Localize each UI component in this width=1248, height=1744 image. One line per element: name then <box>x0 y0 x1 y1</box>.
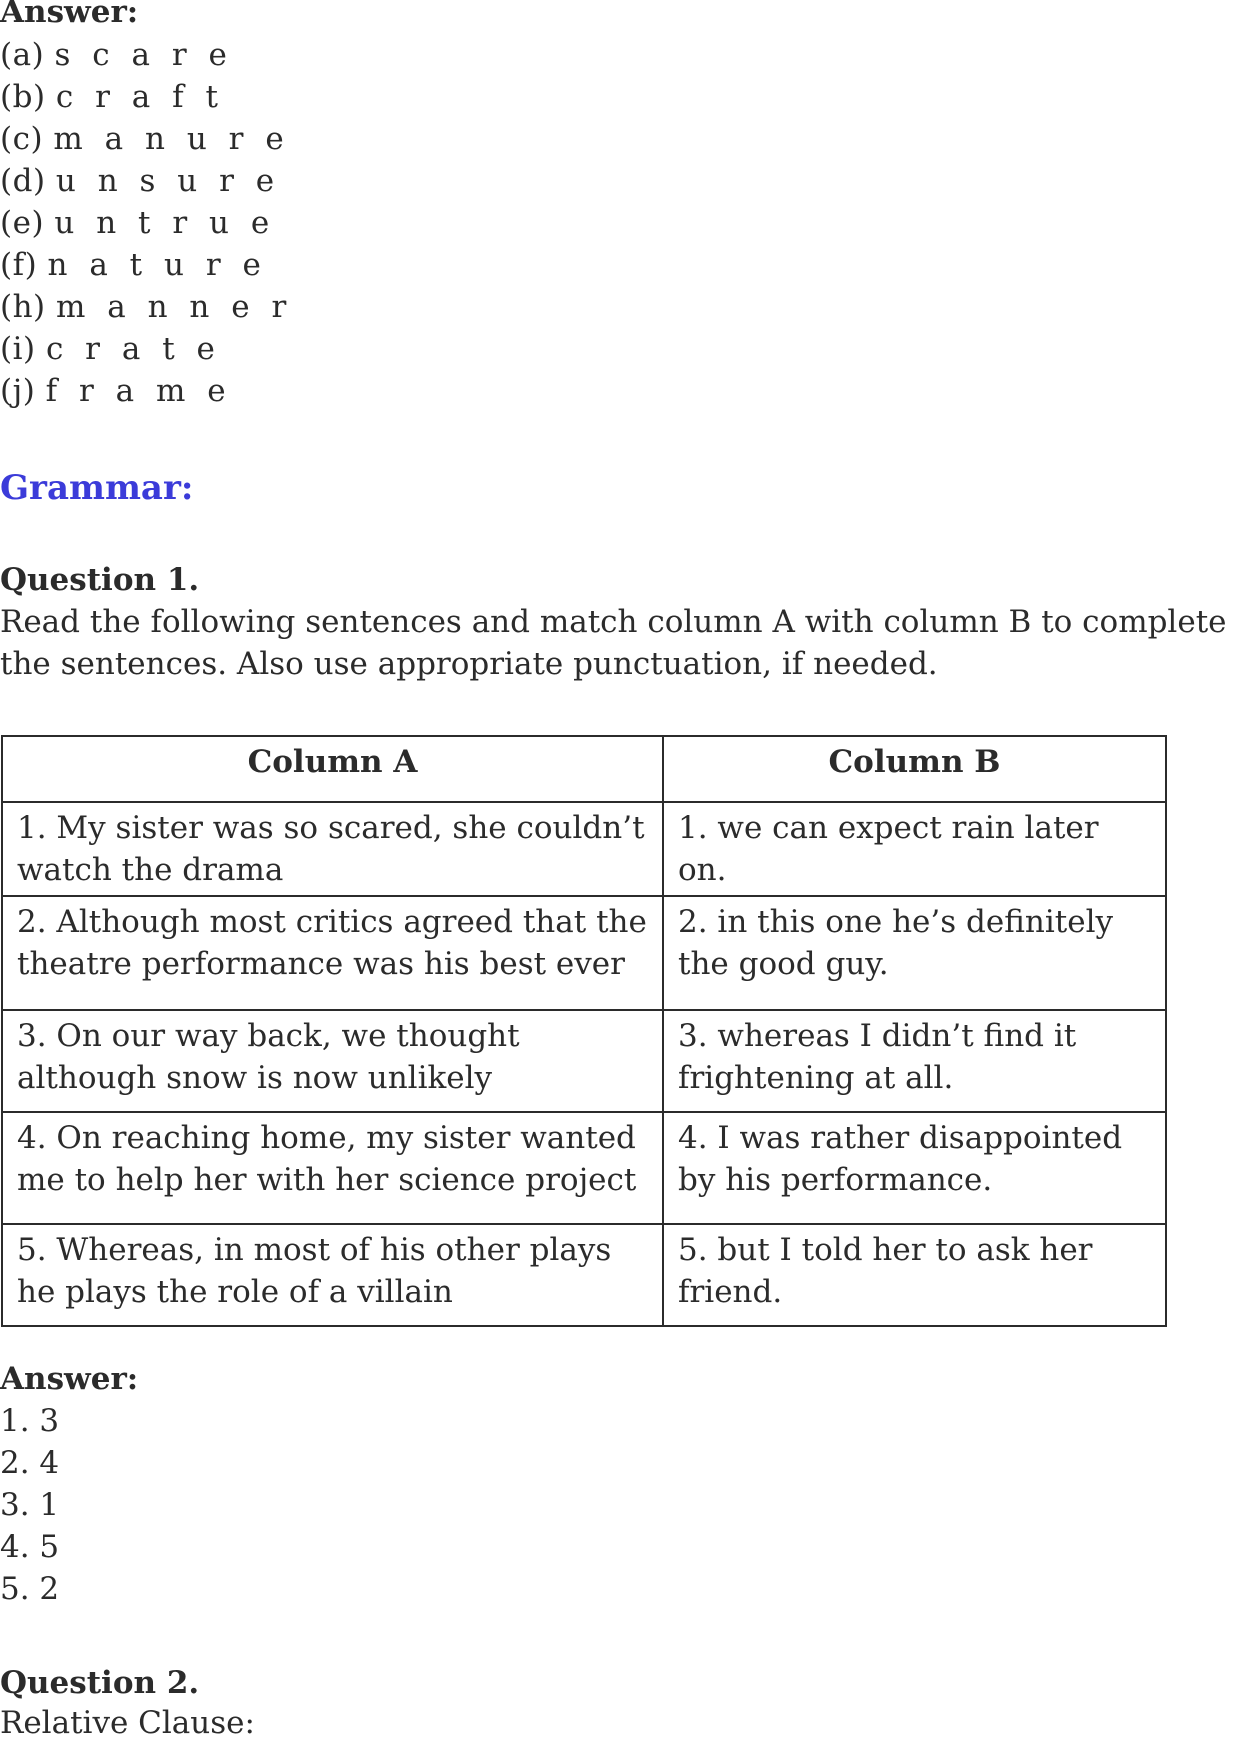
column-b-cell: 1. we can expect rain later on. <box>663 802 1166 896</box>
answer-item: (a) s c a r e <box>0 37 233 73</box>
column-b-cell: 5. but I told her to ask her friend. <box>663 1224 1166 1326</box>
question-2-title: Question 2. <box>0 1665 200 1701</box>
answer-2-list <box>0 1400 59 1610</box>
table-row <box>2 1224 1166 1326</box>
table-row <box>2 802 1166 896</box>
list-item: 5. 2 <box>0 1571 60 1607</box>
relative-clause-label: Relative Clause: <box>0 1705 255 1741</box>
answer-item: (i) c r a t e <box>0 331 221 367</box>
column-a-cell: 1. My sister was so scared, she couldn’t watch the drama <box>2 802 663 896</box>
answer-heading: Answer: <box>0 0 139 30</box>
matching-table <box>1 735 1167 1327</box>
question-1-instruction: Read the following sentences and match column A with column B to complete the sentences. Also use appropriate punctuation, if needed. <box>0 604 1227 682</box>
answer-2-heading: Answer: <box>0 1361 139 1397</box>
list-item: 3. 1 <box>0 1487 60 1523</box>
list-item: 1. 3 <box>0 1403 60 1439</box>
answer-item: (f) n a t u r e <box>0 247 267 283</box>
table-row <box>2 1010 1166 1112</box>
grammar-heading: Grammar: <box>0 468 194 508</box>
table-row <box>2 1112 1166 1224</box>
column-a-cell: 4. On reaching home, my sister wanted me to help her with her science project <box>2 1112 663 1224</box>
answer-item: (j) f r a m e <box>0 373 232 409</box>
answer-item: (e) u n t r u e <box>0 205 276 241</box>
table-row <box>2 896 1166 1010</box>
table-header-row <box>2 736 1166 802</box>
column-a-header: Column A <box>2 736 663 802</box>
column-a-cell: 5. Whereas, in most of his other plays he plays the role of a villain <box>2 1224 663 1326</box>
column-a-cell: 2. Although most critics agreed that the theatre performance was his best ever <box>2 896 663 1010</box>
answer-item: (h) m a n n e r <box>0 289 293 325</box>
answer-list <box>0 34 292 412</box>
column-a-cell: 3. On our way back, we thought although snow is now unlikely <box>2 1010 663 1112</box>
column-b-cell: 2. in this one he’s definitely the good guy. <box>663 896 1166 1010</box>
list-item: 2. 4 <box>0 1445 60 1481</box>
question-1-title: Question 1. <box>0 562 200 598</box>
column-b-cell: 4. I was rather disappointed by his performance. <box>663 1112 1166 1224</box>
answer-item: (d) u n s u r e <box>0 163 281 199</box>
answer-item: (c) m a n u r e <box>0 121 290 157</box>
list-item: 4. 5 <box>0 1529 60 1565</box>
column-b-header: Column B <box>663 736 1166 802</box>
answer-item: (b) c r a f t <box>0 79 224 115</box>
column-b-cell: 3. whereas I didn’t find it frightening at all. <box>663 1010 1166 1112</box>
